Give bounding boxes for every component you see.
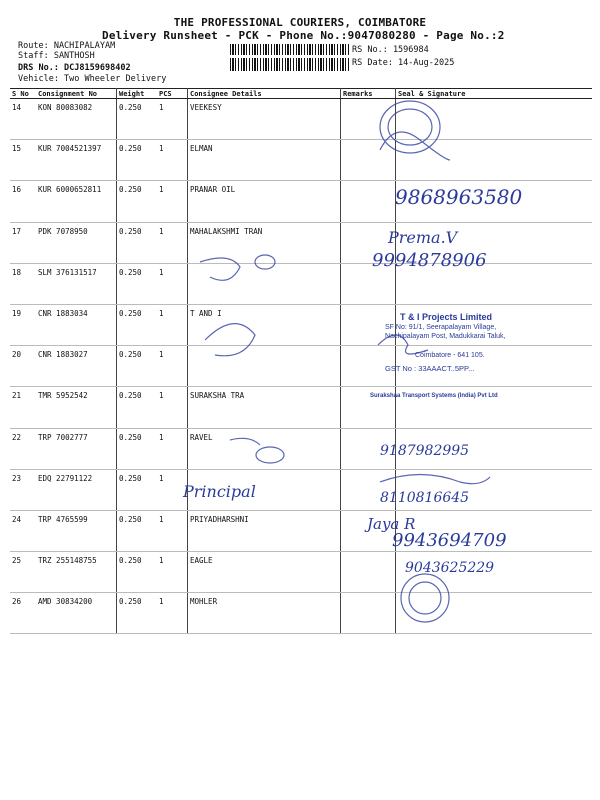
col-consignee: Consignee Details — [188, 89, 341, 99]
handwritten-jaya: Jaya R — [367, 515, 416, 533]
stamp-tandi-company: T & I Projects Limited — [400, 312, 493, 322]
row-pcs: 1 — [157, 428, 188, 469]
row-sno: 18 — [10, 263, 36, 304]
stamp-suraksha: Surakshaa Transport Systems (India) Pvt Ltd — [370, 393, 498, 399]
stamp-tandi-gst: GST No : 33AAACT..5PP... — [385, 364, 475, 373]
row-consignee: EAGLE — [188, 552, 341, 593]
row-pcs: 1 — [157, 181, 188, 222]
row-consignment: TRP 4765599 — [36, 510, 117, 551]
row-weight: 0.250 — [117, 593, 158, 634]
row-consignee: VEEKESY — [188, 99, 341, 140]
row-pcs: 1 — [157, 387, 188, 428]
row-consignment: TRZ 255148755 — [36, 552, 117, 593]
col-consignment: Consignment No — [36, 89, 117, 99]
mark-row22 — [230, 438, 260, 445]
row-weight: 0.250 — [117, 304, 158, 345]
row-consignee: RAVEL — [188, 428, 341, 469]
row-consignee: MOHLER — [188, 593, 341, 634]
row-consignment: TRP 7002777 — [36, 428, 117, 469]
row-consignment: KON 80083082 — [36, 99, 117, 140]
row-consignee: ELMAN — [188, 140, 341, 181]
row-sno: 15 — [10, 140, 36, 181]
handwritten-phone-1: 9868963580 — [395, 185, 523, 209]
row-consignee: T AND I — [188, 304, 341, 345]
row-sno: 23 — [10, 469, 36, 510]
col-remarks: Remarks — [341, 89, 396, 99]
drs-number: DRS No.: DCJ8159698402 — [18, 63, 131, 73]
row-weight: 0.250 — [117, 346, 158, 387]
stamp-circle-26-inner — [409, 582, 441, 614]
row-pcs: 1 — [157, 263, 188, 304]
vehicle: Vehicle: Two Wheeler Delivery — [18, 74, 167, 84]
row-pcs: 1 — [157, 222, 188, 263]
row-pcs: 1 — [157, 469, 188, 510]
row-weight: 0.250 — [117, 222, 158, 263]
company-title: THE PROFESSIONAL COURIERS, COIMBATORE — [173, 16, 427, 29]
row-consignee: PRIYADHARSHNI — [188, 510, 341, 551]
row-consignment: PDK 7078950 — [36, 222, 117, 263]
stamp-tandi-addr1: SF No: 91/1, Seerapalayam Village, — [385, 324, 497, 331]
row-sno: 14 — [10, 99, 36, 140]
row-weight: 0.250 — [117, 387, 158, 428]
route: Route: NACHIPALAYAM — [18, 41, 116, 51]
row-weight: 0.250 — [117, 140, 158, 181]
handwritten-phone-5: 9943694709 — [392, 530, 507, 551]
col-seal: Seal & Signature — [396, 89, 593, 99]
runsheet-subtitle: Delivery Runsheet - PCK - Phone No.:9047080280 - Page No.:2 — [102, 29, 505, 42]
row-consignment: KUR 6000652811 — [36, 181, 117, 222]
row-sno: 25 — [10, 552, 36, 593]
row-sno: 16 — [10, 181, 36, 222]
staff: Staff: SANTHOSH — [18, 51, 95, 61]
row-sno: 17 — [10, 222, 36, 263]
stamp-circle-26 — [401, 574, 449, 622]
row-sno: 20 — [10, 346, 36, 387]
row-pcs: 1 — [157, 552, 188, 593]
row-weight: 0.250 — [117, 428, 158, 469]
row-consignee: MAHALAKSHMI TRAN — [188, 222, 341, 263]
rs-date: RS Date: 14-Aug-2025 — [352, 58, 455, 68]
row-weight: 0.250 — [117, 263, 158, 304]
row-consignment: EDQ 22791122 — [36, 469, 117, 510]
row-weight: 0.250 — [117, 469, 158, 510]
row-pcs: 1 — [157, 346, 188, 387]
mark-row18-circle — [255, 255, 275, 269]
row-consignment: KUR 7004521397 — [36, 140, 117, 181]
row-weight: 0.250 — [117, 181, 158, 222]
col-sno: S No — [10, 89, 36, 99]
handwritten-phone-2: 9994878906 — [372, 250, 487, 271]
stamp-tandi-addr2: Nachipalayam Post, Madukkarai Taluk, — [385, 333, 506, 340]
row-sno: 21 — [10, 387, 36, 428]
row-consignee: SURAKSHA TRA — [188, 387, 341, 428]
row-consignee: PRANAR OIL — [188, 181, 341, 222]
col-weight: Weight — [117, 89, 158, 99]
row-consignment: CNR 1883027 — [36, 346, 117, 387]
stamp-circle-1-inner — [388, 109, 432, 145]
stamp-tandi-addr3: Coimbatore - 641 105. — [415, 352, 485, 359]
col-pcs: PCS — [157, 89, 188, 99]
row-sno: 26 — [10, 593, 36, 634]
row-consignment: CNR 1883034 — [36, 304, 117, 345]
row-pcs: 1 — [157, 140, 188, 181]
row-pcs: 1 — [157, 510, 188, 551]
handwritten-phone-4: 8110816645 — [380, 490, 470, 506]
row-sno: 22 — [10, 428, 36, 469]
handwritten-phone-3: 9187982995 — [380, 443, 470, 459]
row-weight: 0.250 — [117, 552, 158, 593]
row-sno: 19 — [10, 304, 36, 345]
row-weight: 0.250 — [117, 99, 158, 140]
rs-number: RS No.: 1596984 — [352, 45, 429, 55]
row-consignment: AMD 30834200 — [36, 593, 117, 634]
handwritten-name-prema: Prema.V — [388, 228, 458, 247]
row-pcs: 1 — [157, 304, 188, 345]
row-pcs: 1 — [157, 99, 188, 140]
row-weight: 0.250 — [117, 510, 158, 551]
row-sno: 24 — [10, 510, 36, 551]
handwritten-principal: Principal — [183, 482, 256, 501]
mark-row18 — [200, 258, 240, 280]
row-consignment: SLM 376131517 — [36, 263, 117, 304]
handwritten-phone-6: 9043625229 — [405, 560, 495, 576]
row-consignment: TMR 5952542 — [36, 387, 117, 428]
signature-scribble-23 — [380, 475, 490, 484]
mark-row20 — [205, 324, 255, 356]
mark-row22-circle — [256, 447, 284, 463]
signature-scribble-1 — [380, 132, 450, 160]
row-pcs: 1 — [157, 593, 188, 634]
